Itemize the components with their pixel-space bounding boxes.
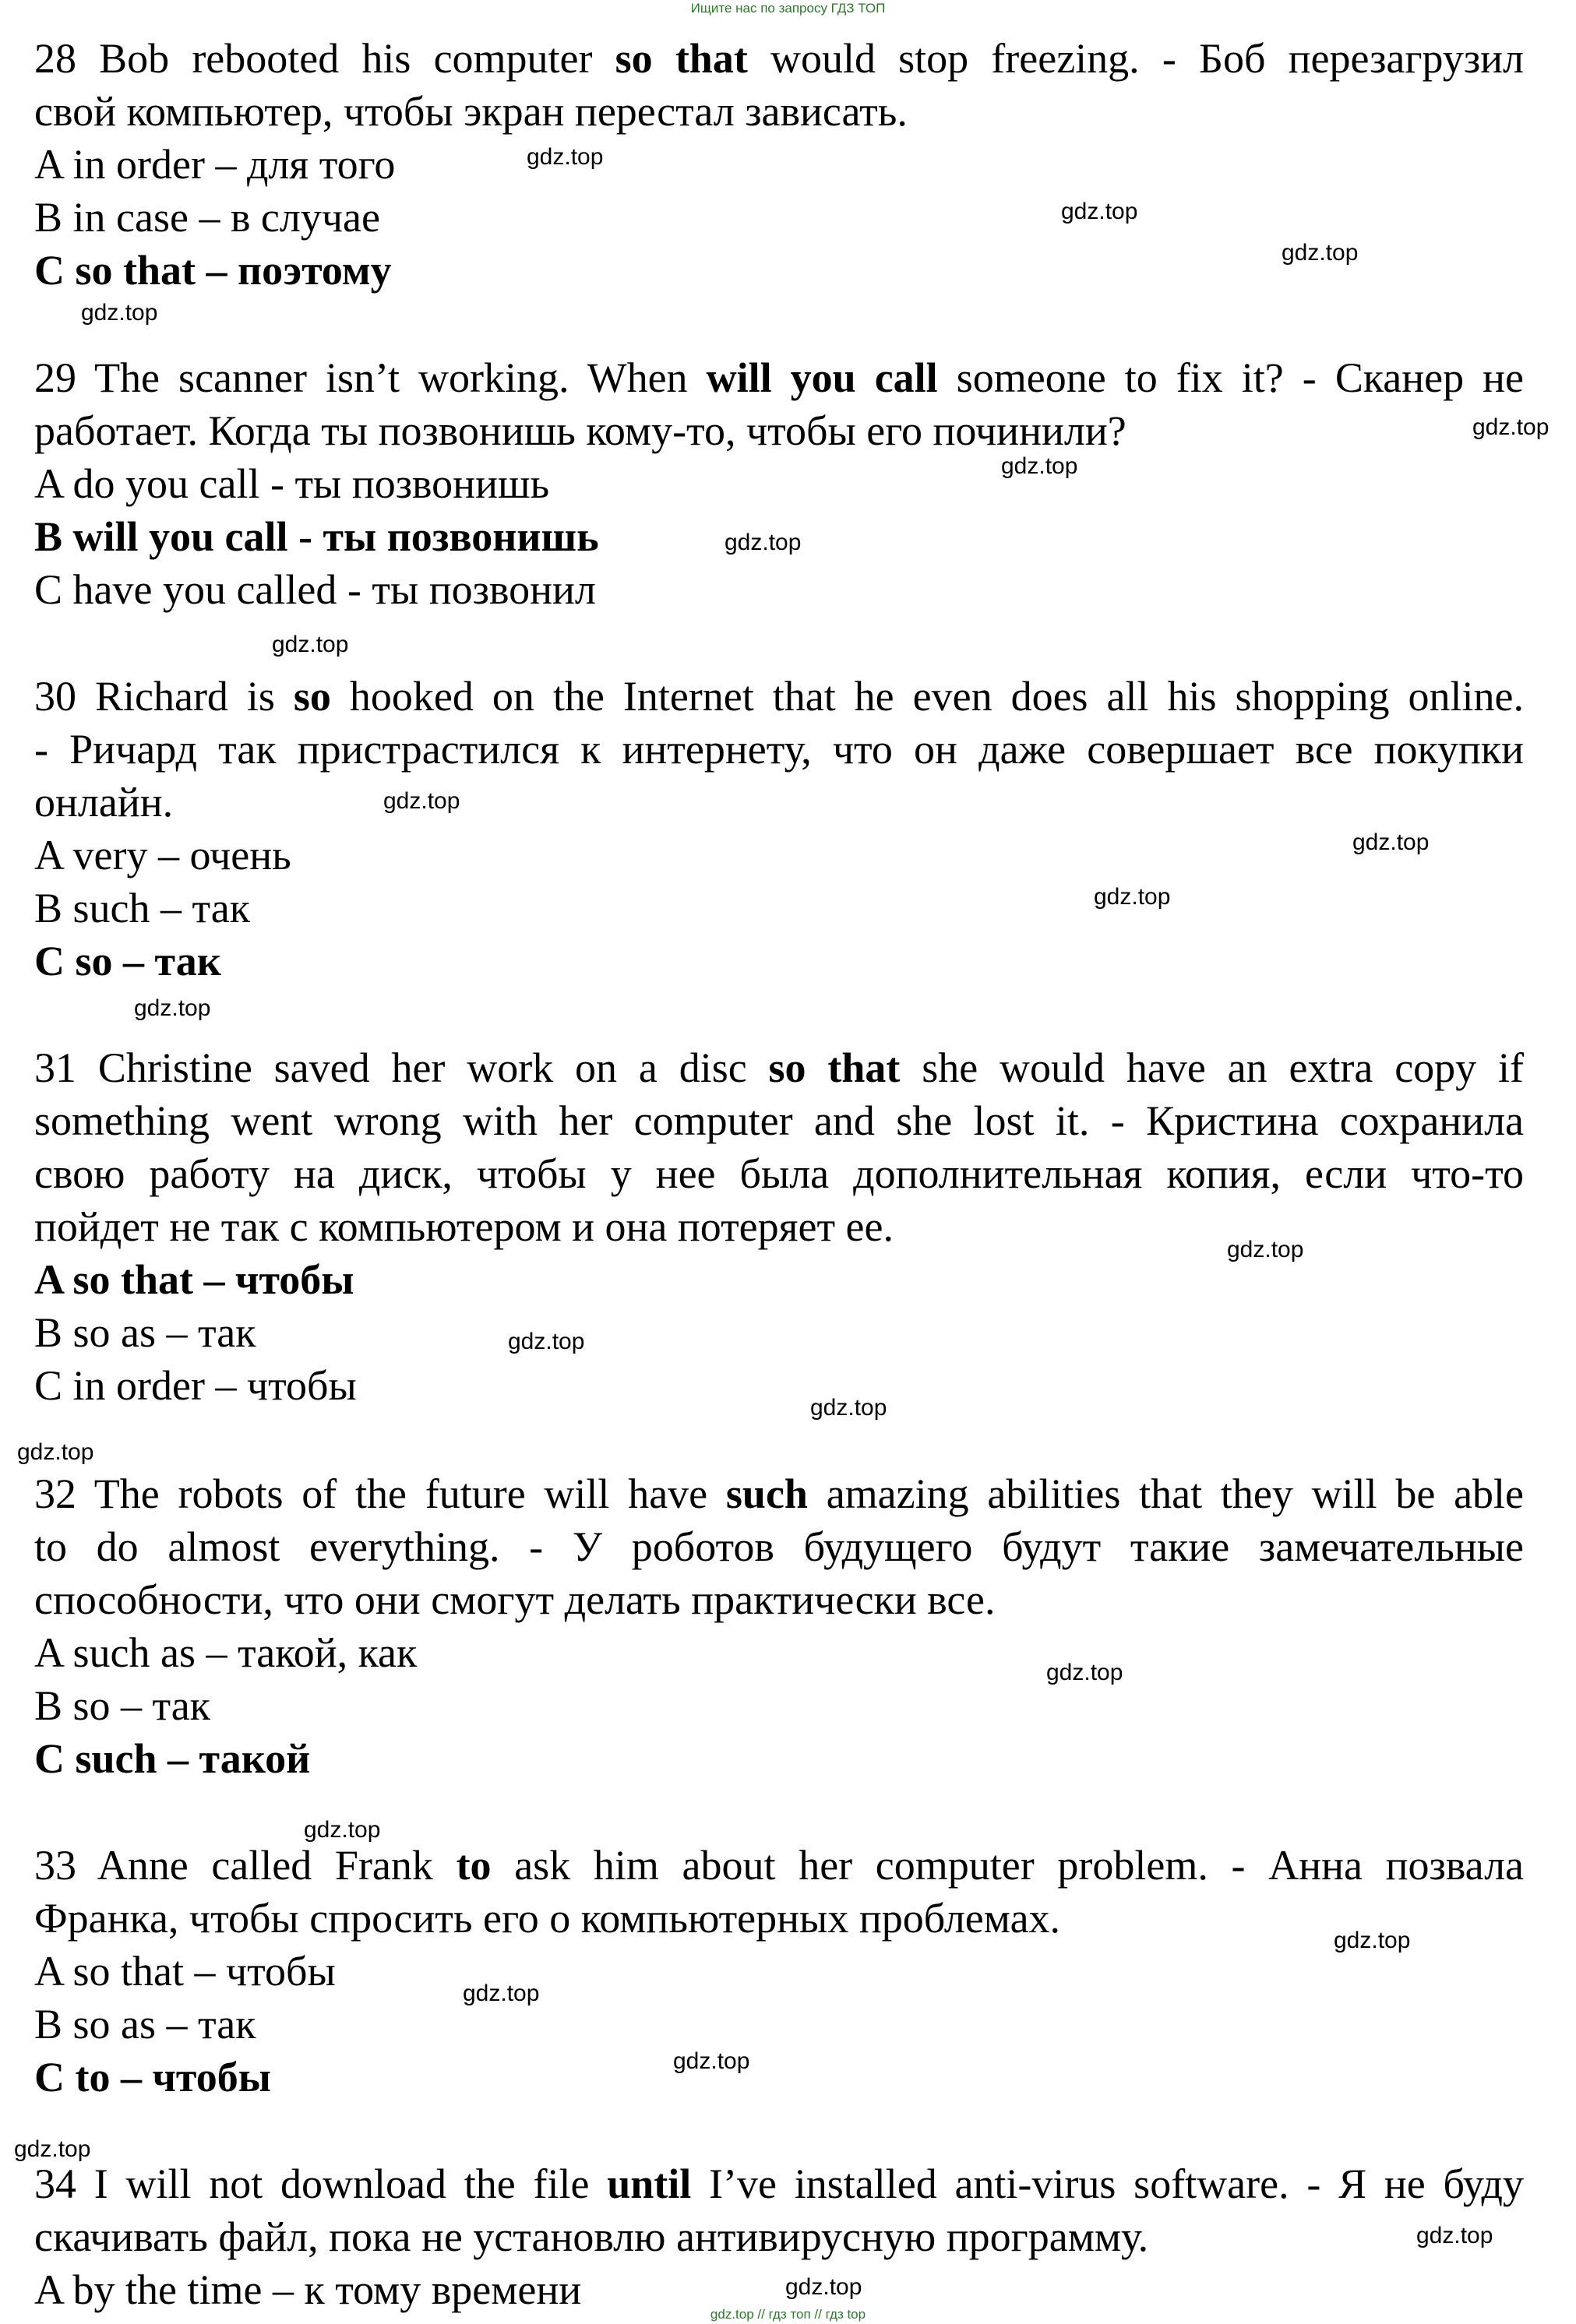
watermark: gdz.top	[1094, 884, 1171, 910]
answer-highlight: to	[456, 1842, 492, 1889]
watermark: gdz.top	[1416, 2223, 1493, 2248]
watermark: gdz.top	[673, 2048, 750, 2074]
question-31-line-3: свою работу на диск, чтобы у нее была дополнительная копия, если что-то	[34, 1150, 1524, 1197]
answer-highlight: until	[607, 2160, 692, 2207]
question-32-line-3: способности, что они смогут делать практически все.	[34, 1576, 996, 1623]
answer-highlight: so that	[615, 35, 748, 82]
question-32-line-1: 32 The robots of the future will have such amazing abilities that they will be able	[34, 1470, 1525, 1517]
option-b-correct: B will you call - ты позвонишь	[34, 513, 599, 560]
option-a: A do you call - ты позвонишь	[34, 460, 550, 507]
watermark: gdz.top	[1472, 414, 1550, 440]
option-c-correct: C to – чтобы	[34, 2054, 271, 2100]
watermark: gdz.top	[304, 1817, 381, 1843]
watermark: gdz.top	[272, 632, 349, 657]
option-a: A very – очень	[34, 832, 291, 879]
question-30-line-3: онлайн.	[34, 779, 174, 826]
question-32-line-2: to do almost everything. - У роботов будущего будут такие замечательные	[34, 1523, 1524, 1570]
watermark: gdz.top	[14, 2136, 91, 2162]
option-a: A so that – чтобы	[34, 1948, 336, 1995]
option-a-correct: A so that – чтобы	[34, 1256, 354, 1303]
watermark: gdz.top	[1227, 1237, 1304, 1262]
option-b: B so as – так	[34, 2001, 256, 2048]
question-33-line-1: 33 Anne called Frank to ask him about her computer problem. - Анна позвала	[34, 1842, 1524, 1889]
watermark: gdz.top	[1046, 1660, 1123, 1685]
option-b: B in case – в случае	[34, 194, 380, 241]
option-a: A in order – для того	[34, 141, 396, 188]
option-c-correct: C so – так	[34, 938, 221, 984]
option-b: B so – так	[34, 1682, 210, 1729]
watermark: gdz.top	[508, 1329, 585, 1354]
watermark: gdz.top	[810, 1395, 887, 1421]
watermark: gdz.top	[134, 995, 211, 1021]
watermark: gdz.top	[17, 1439, 94, 1465]
watermark: gdz.top	[1001, 453, 1078, 479]
watermark: gdz.top	[1334, 1928, 1411, 1953]
question-31-line-1: 31 Christine saved her work on a disc so that she would have an extra copy if	[34, 1044, 1525, 1091]
watermark: gdz.top	[1061, 199, 1138, 224]
question-29-line-1: 29 The scanner isn’t working. When will you call someone to fix it? - Сканер не	[34, 354, 1524, 401]
watermark: gdz.top	[785, 2274, 862, 2300]
question-30-line-2: - Ричард так пристрастился к интернету, что он даже совершает все покупки	[34, 726, 1524, 773]
option-c: C have you called - ты позвонил	[34, 566, 596, 613]
watermark: gdz.top	[725, 530, 802, 555]
option-b: B such – так	[34, 885, 250, 931]
answer-highlight: so that	[768, 1044, 901, 1091]
question-34-line-2: скачивать файл, пока не установлю антивирусную программу.	[34, 2213, 1149, 2260]
answer-highlight: will you call	[706, 354, 938, 401]
question-28-line-1: 28 Bob rebooted his computer so that would stop freezing. - Боб перезагрузил	[34, 35, 1525, 82]
page-header: Ищите нас по запросу ГДЗ ТОП	[690, 1, 886, 16]
page-footer: gdz.top // гдз топ // гдз top	[710, 2307, 866, 2322]
option-a: A such as – такой, как	[34, 1629, 418, 1676]
question-31-line-2: something went wrong with her computer and she lost it. - Кристина сохранила	[34, 1097, 1524, 1144]
watermark: gdz.top	[1352, 829, 1430, 855]
answer-highlight: such	[725, 1470, 808, 1517]
answer-highlight: so	[293, 673, 331, 720]
question-31-line-4: пойдет не так с компьютером и она потеряет ее.	[34, 1203, 894, 1250]
question-28-line-2: свой компьютер, чтобы экран перестал зависать.	[34, 88, 908, 135]
watermark: gdz.top	[527, 144, 604, 170]
question-33-line-2: Франка, чтобы спросить его о компьютерных проблемах.	[34, 1895, 1061, 1942]
option-c: C in order – чтобы	[34, 1362, 357, 1409]
question-34-line-1: 34 I will not download the file until I’ve installed anti-virus software. - Я не буду	[34, 2160, 1524, 2207]
watermark: gdz.top	[463, 1981, 540, 2006]
option-c-correct: C such – такой	[34, 1735, 311, 1782]
option-b: B so as – так	[34, 1309, 256, 1356]
option-c-correct: C so that – поэтому	[34, 247, 392, 294]
watermark: gdz.top	[383, 788, 460, 814]
question-30-line-1: 30 Richard is so hooked on the Internet that he even does all his shopping online.	[34, 673, 1524, 720]
watermark: gdz.top	[1282, 240, 1359, 266]
question-29-line-2: работает. Когда ты позвонишь кому-то, чтобы его починили?	[34, 407, 1126, 454]
watermark: gdz.top	[81, 300, 158, 326]
option-a: A by the time – к тому времени	[34, 2266, 582, 2313]
